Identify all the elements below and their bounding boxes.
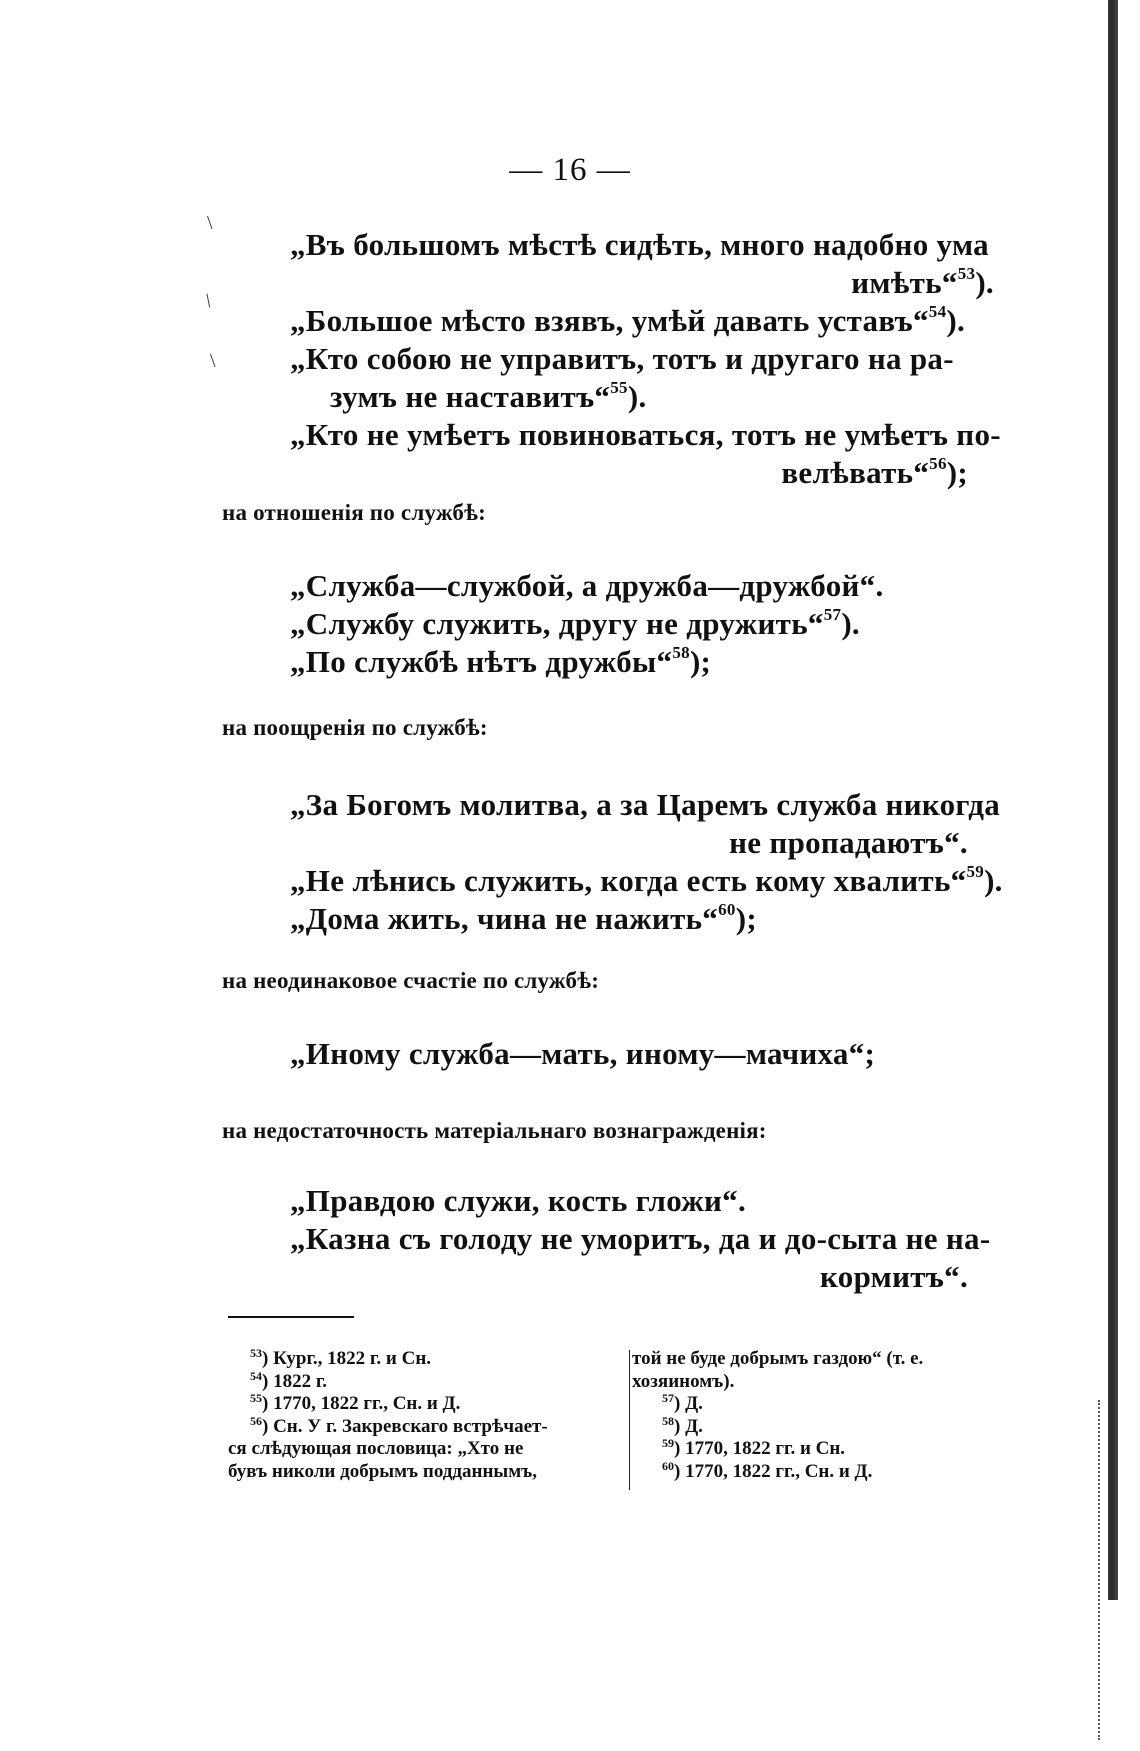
footnote-text: ) 1770, 1822 гг., Сн. и Д. [674, 1460, 873, 1482]
proverb-line [290, 302, 1030, 340]
footnote-ref: 57 [823, 605, 842, 624]
proverb-line: „Кто собою не управитъ, тотъ и другаго на ра- [290, 341, 954, 376]
margin-mark: \ [207, 212, 213, 234]
proverbs-block-1 [290, 226, 1030, 492]
footnote [632, 1438, 1052, 1461]
proverb-text: „По службѣ нѣтъ дружбы“ [290, 644, 673, 679]
proverb-continuation [290, 264, 1030, 302]
footnote [228, 1393, 618, 1416]
footnote-text: ) Д. [674, 1415, 703, 1437]
footnote-continuation: хозяиномъ). [632, 1370, 735, 1392]
footnote-continuation: той не буде добрымъ газдою“ (т. е. [632, 1348, 924, 1369]
footnote [228, 1348, 618, 1371]
proverbs-block-5 [290, 1182, 1030, 1296]
footnote [632, 1393, 1052, 1416]
footnote-text: ) Сн. У г. Закревскаго встрѣчает- [262, 1415, 548, 1437]
proverb-tail: ). [984, 863, 1003, 898]
proverb-line: „Правдою служи, кость гложи“. [290, 1183, 747, 1218]
footnote-ref: 56 [929, 454, 947, 473]
proverb-text: „Службу служить, другу не дружить“ [290, 606, 824, 641]
proverb-continuation [290, 378, 1030, 416]
proverb-continuation [290, 454, 1030, 492]
page-number: — 16 — [509, 152, 631, 188]
footnote-number: 55 [250, 1391, 262, 1405]
proverb-line [290, 643, 1010, 681]
footnote-number: 57 [662, 1391, 674, 1405]
proverb-line: „Служба—службой, а дружба—дружбой“. [290, 568, 884, 603]
section-heading: на недостаточность матеріальнаго вознагражденія: [222, 1118, 767, 1143]
footnotes-left-column [228, 1348, 618, 1483]
section-heading: на отношенія по службѣ: [222, 500, 486, 525]
footnote-text: ) Кург., 1822 г. и Сн. [262, 1348, 432, 1369]
footnote [228, 1413, 618, 1439]
proverb-tail: ). [975, 265, 994, 300]
proverb-line: „Въ большомъ мѣстѣ сидѣть, много надобно ума [290, 227, 989, 262]
proverb-line: „За Богомъ молитва, а за Царемъ служба никогда [290, 787, 1001, 822]
footnote-ref: 59 [966, 862, 985, 881]
binding-edge-line [1108, 0, 1118, 1600]
section-heading: на поощренія по службѣ: [222, 715, 488, 740]
footnote-text: ) Д. [674, 1393, 703, 1414]
footnote-text: ) 1822 г. [262, 1370, 328, 1392]
binding-edge-dots [1096, 1400, 1100, 1740]
proverb-tail: ); [689, 644, 712, 679]
footnotes-right-column [632, 1348, 1052, 1483]
footnote [632, 1458, 1052, 1484]
proverb-cont-text: велѣвать“ [781, 455, 930, 490]
proverb-tail: ). [841, 606, 860, 641]
proverbs-block-4 [290, 1035, 1010, 1073]
proverb-text: „Большое мѣсто взявъ, умѣй давать уставъ“ [290, 303, 929, 338]
footnote-number: 59 [662, 1436, 674, 1450]
footnote [632, 1413, 1052, 1439]
proverb-line: „Кто не умѣетъ повиноваться, тотъ не умѣетъ по- [290, 417, 1001, 452]
proverb-tail: ). [946, 303, 966, 338]
footnote [228, 1368, 618, 1394]
proverb-line: „Иному служба—мать, иному—мачиха“; [290, 1036, 876, 1071]
proverb-continuation: кормитъ“. [820, 1259, 968, 1294]
footnote-continuation: бувъ николи добрымъ подданнымъ, [228, 1460, 537, 1482]
proverb-line [290, 605, 1010, 643]
footnote-ref: 54 [928, 302, 947, 321]
footnote-number: 54 [250, 1368, 262, 1383]
proverb-text: „Не лѣнись служить, когда есть кому хвалить“ [290, 863, 967, 898]
footnote-text: ) 1770, 1822 гг. и Сн. [674, 1438, 846, 1459]
footnote-continuation: ся слѣдующая пословица: „Хто не [228, 1438, 524, 1459]
footnote-column-divider [629, 1350, 630, 1490]
margin-mark: \ [210, 350, 216, 372]
footnote-ref: 53 [957, 264, 976, 283]
proverbs-block-3 [290, 786, 1030, 938]
footnote-number: 60 [662, 1458, 674, 1473]
proverb-line [290, 862, 1030, 900]
proverb-continuation: не пропадаютъ“. [729, 825, 968, 860]
footnote-number: 56 [250, 1413, 262, 1428]
footnote-number: 53 [250, 1346, 262, 1360]
proverb-cont-text: зумъ не наставитъ“ [330, 379, 611, 414]
proverb-tail: ). [627, 379, 647, 414]
proverbs-block-2 [290, 567, 1010, 681]
footnote-number: 58 [662, 1413, 674, 1428]
footnote-ref: 60 [718, 900, 736, 919]
proverb-line [290, 900, 1030, 938]
margin-mark: / [200, 290, 217, 312]
proverb-line: „Казна съ голоду не уморитъ, да и до-сыта не на- [290, 1221, 991, 1256]
proverb-cont-text: имѣть“ [851, 265, 958, 300]
footnote-ref: 58 [672, 643, 690, 662]
section-heading: на неодинаковое счастіе по службѣ: [222, 968, 600, 993]
proverb-tail: ); [735, 901, 757, 936]
proverb-text: „Дома жить, чина не нажить“ [290, 901, 719, 936]
footnote-text: ) 1770, 1822 гг., Сн. и Д. [262, 1393, 461, 1414]
footnote-ref: 55 [610, 378, 628, 397]
footnote-rule [228, 1316, 354, 1318]
proverb-tail: ); [946, 455, 968, 490]
